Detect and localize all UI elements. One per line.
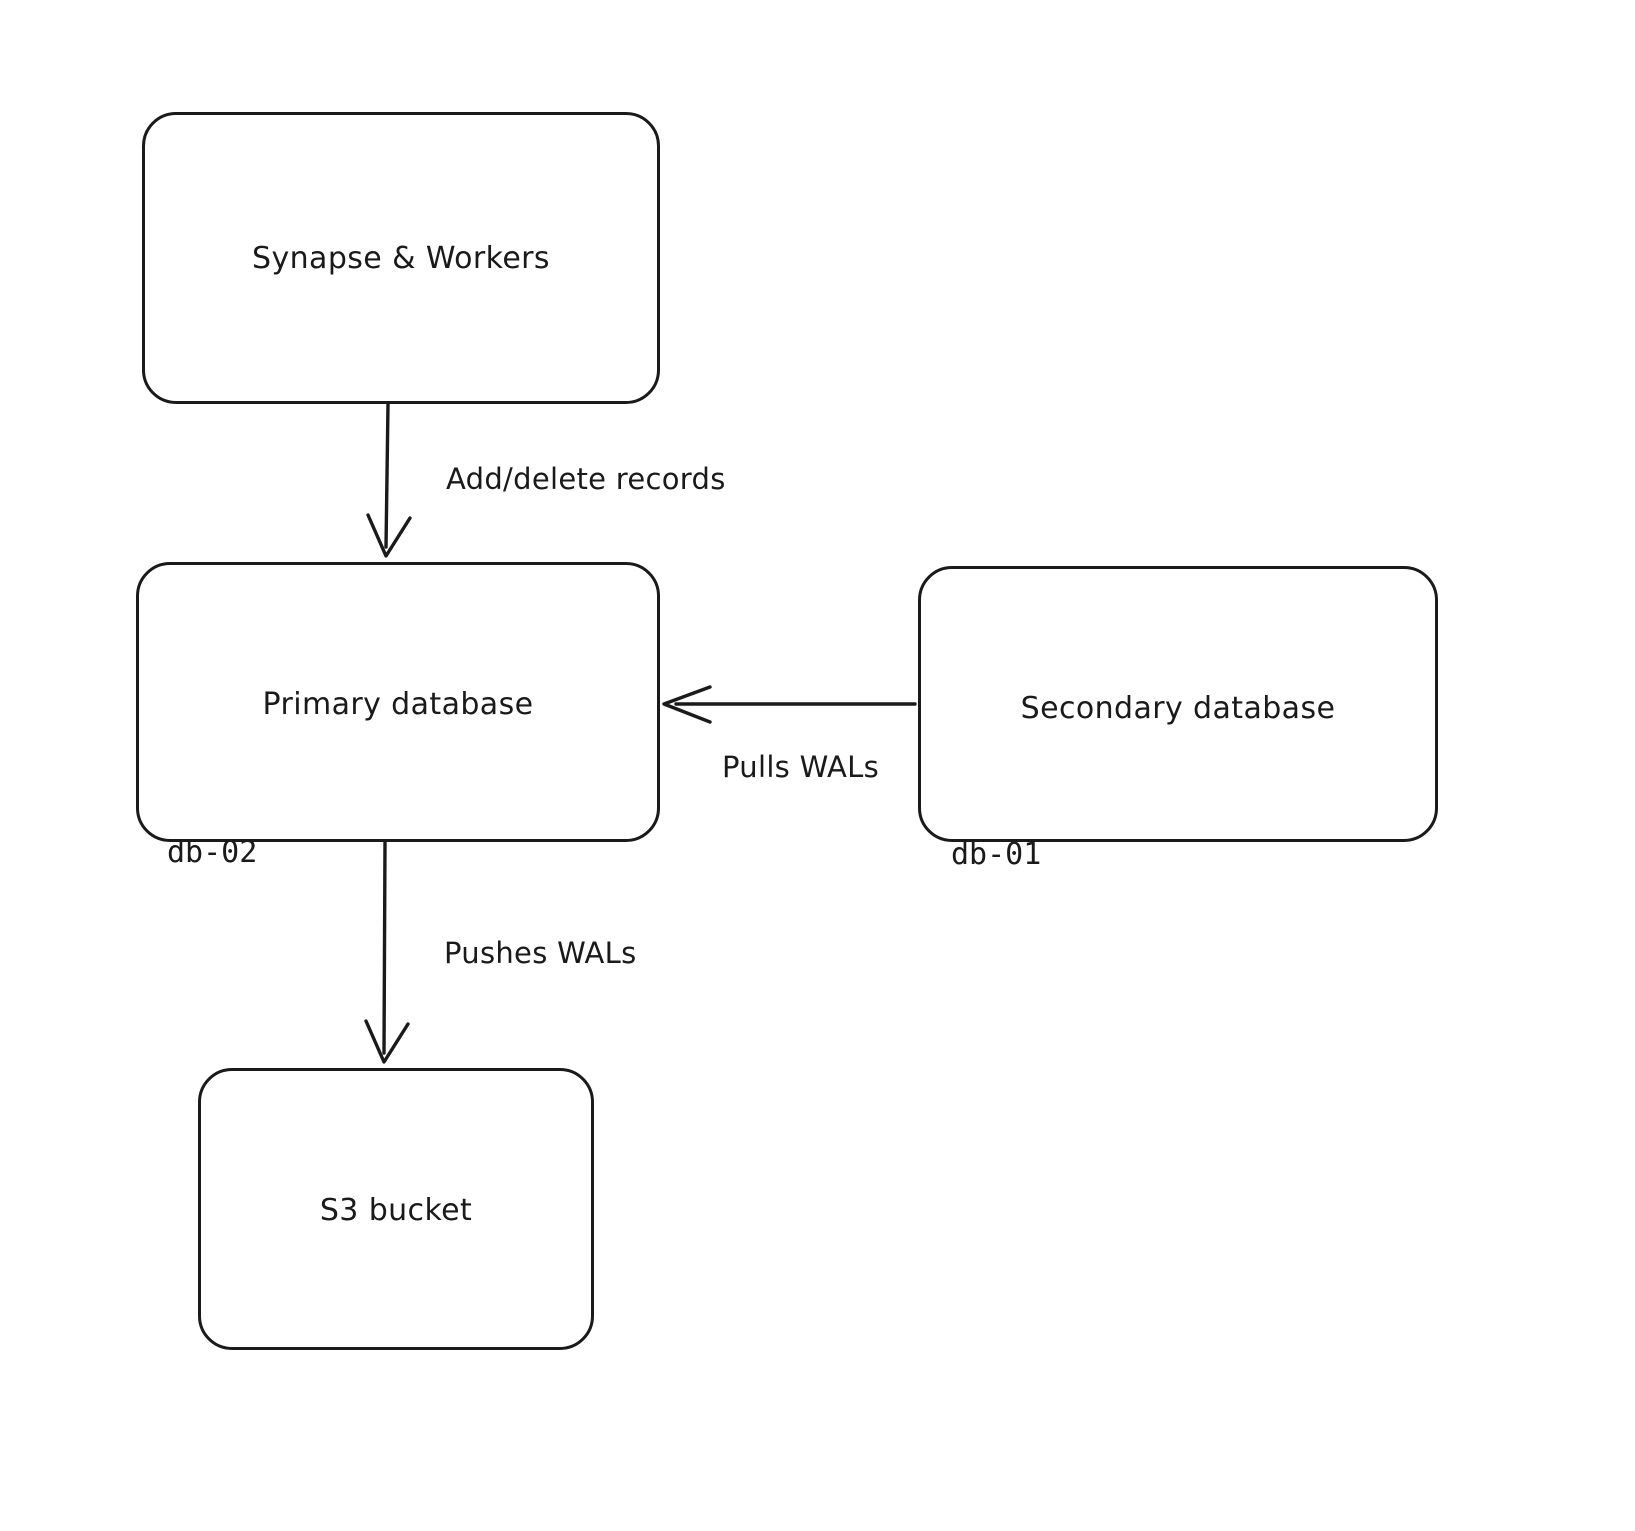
edge-label-add-delete-records: Add/delete records <box>446 462 726 496</box>
node-secondary-database[interactable] <box>918 566 1438 872</box>
edge-primary-to-s3-arrowhead <box>366 1021 408 1062</box>
node-primary-database[interactable] <box>136 562 660 870</box>
node-synapse-and-workers[interactable] <box>142 112 660 404</box>
node-secondary-label: Secondary database <box>1020 691 1336 726</box>
edge-label-pushes-wals: Pushes WALs <box>444 936 637 970</box>
edge-synapse-to-primary <box>386 404 388 547</box>
edge-label-pulls-wals: Pulls WALs <box>722 750 879 784</box>
edge-primary-to-s3 <box>384 842 385 1053</box>
node-synapse-label: Synapse & Workers <box>252 241 550 276</box>
node-primary-sublabel: db-02 <box>167 835 258 870</box>
node-primary-label: Primary database <box>262 687 534 722</box>
node-s3-label: S3 bucket <box>319 1193 473 1228</box>
node-s3-bucket[interactable] <box>198 1068 594 1350</box>
edge-synapse-to-primary-arrowhead <box>368 515 410 556</box>
node-secondary-sublabel: db-01 <box>951 837 1042 872</box>
